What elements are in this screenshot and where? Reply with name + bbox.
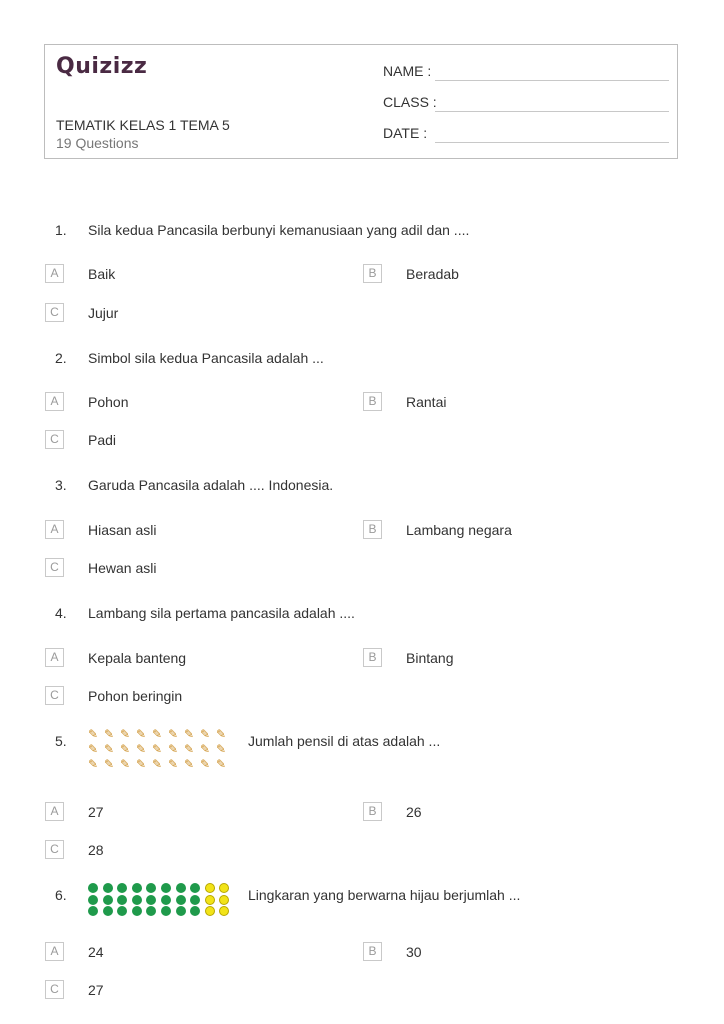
question-text: Garuda Pancasila adalah .... Indonesia. [88,477,334,493]
option-letter-a[interactable]: A [45,942,64,961]
green-circle [117,883,127,893]
option-text[interactable]: Pohon beringin [88,688,183,704]
pencil-icon: ✎ [168,757,179,771]
pencil-icon: ✎ [136,727,147,741]
pencil-icon: ✎ [152,757,163,771]
worksheet-title: TEMATIK KELAS 1 TEMA 5 [56,117,230,133]
option-letter-a[interactable]: A [45,264,64,283]
pencil-icon: ✎ [152,727,163,741]
class-field[interactable] [383,94,669,114]
green-circle [146,883,156,893]
option-text[interactable]: Hiasan asli [88,522,157,538]
option-text[interactable]: Pohon [88,394,129,410]
green-circle [190,895,200,905]
date-label: DATE : [383,125,428,141]
green-circle [132,895,142,905]
green-circle [88,883,98,893]
option-letter-a[interactable]: A [45,392,64,411]
option-text[interactable]: Hewan asli [88,560,157,576]
question-text: Simbol sila kedua Pancasila adalah ... [88,350,324,366]
option-letter-b[interactable]: B [363,392,382,411]
option-letter-b[interactable]: B [363,520,382,539]
green-circle [103,883,113,893]
green-circle [132,883,142,893]
option-letter-c[interactable]: C [45,558,64,577]
green-circle [190,906,200,916]
option-letter-a[interactable]: A [45,648,64,667]
yellow-circle [205,895,215,905]
option-letter-c[interactable]: C [45,303,64,322]
pencil-icon: ✎ [120,742,131,756]
option-text[interactable]: Jujur [88,305,119,321]
pencil-icon: ✎ [184,727,195,741]
pencil-icon: ✎ [200,742,211,756]
option-text[interactable]: Bintang [406,650,454,666]
pencil-icon: ✎ [168,742,179,756]
date-line[interactable] [435,142,669,143]
question-number: 1. [55,222,67,238]
option-text[interactable]: Rantai [406,394,447,410]
pencils-figure [88,728,238,778]
name-field[interactable] [383,63,669,83]
option-text[interactable]: 24 [88,944,104,960]
question-number: 6. [55,887,67,903]
yellow-circle [219,883,229,893]
name-line[interactable] [435,80,669,81]
quizizz-logo: Quizizz [56,54,148,79]
pencil-icon: ✎ [216,727,227,741]
pencil-icon: ✎ [136,742,147,756]
question-text: Sila kedua Pancasila berbunyi kemanusiaan yang adil dan .... [88,222,470,238]
pencil-icon: ✎ [136,757,147,771]
question-text: Lingkaran yang berwarna hijau berjumlah ... [248,887,521,903]
green-circle [161,883,171,893]
green-circle [146,895,156,905]
option-text[interactable]: 27 [88,982,104,998]
green-circle [117,906,127,916]
class-label: CLASS : [383,94,437,110]
green-circle [176,895,186,905]
pencil-icon: ✎ [152,742,163,756]
option-letter-b[interactable]: B [363,802,382,821]
name-label: NAME : [383,63,432,79]
pencil-icon: ✎ [216,757,227,771]
option-letter-c[interactable]: C [45,430,64,449]
green-circle [132,906,142,916]
pencil-icon: ✎ [168,727,179,741]
option-text[interactable]: Padi [88,432,117,448]
green-circle [146,906,156,916]
green-circle [161,895,171,905]
option-text[interactable]: Beradab [406,266,459,282]
pencil-icon: ✎ [200,757,211,771]
question-number: 2. [55,350,67,366]
question-number: 4. [55,605,67,621]
green-circle [117,895,127,905]
worksheet-header [44,44,678,159]
pencil-icon: ✎ [200,727,211,741]
option-letter-b[interactable]: B [363,648,382,667]
yellow-circle [219,906,229,916]
option-text[interactable]: Baik [88,266,116,282]
pencil-icon: ✎ [184,757,195,771]
pencil-icon: ✎ [104,742,115,756]
green-circle [161,906,171,916]
question-number: 5. [55,733,67,749]
question-number: 3. [55,477,67,493]
pencil-icon: ✎ [216,742,227,756]
option-letter-c[interactable]: C [45,980,64,999]
green-circle [190,883,200,893]
option-letter-b[interactable]: B [363,942,382,961]
option-letter-b[interactable]: B [363,264,382,283]
option-letter-c[interactable]: C [45,686,64,705]
option-text[interactable]: 27 [88,804,104,820]
class-line[interactable] [435,111,669,112]
option-letter-c[interactable]: C [45,840,64,859]
option-text[interactable]: 28 [88,842,104,858]
pencil-icon: ✎ [88,742,99,756]
pencil-icon: ✎ [120,727,131,741]
green-circle [103,895,113,905]
option-text[interactable]: Kepala banteng [88,650,187,666]
question-text: Lambang sila pertama pancasila adalah .... [88,605,355,621]
circles-figure [88,883,238,919]
option-text[interactable]: 30 [406,944,422,960]
pencil-icon: ✎ [184,742,195,756]
date-field[interactable] [383,125,669,145]
option-letter-a[interactable]: A [45,520,64,539]
pencil-icon: ✎ [120,757,131,771]
green-circle [88,906,98,916]
green-circle [88,895,98,905]
yellow-circle [205,883,215,893]
yellow-circle [205,906,215,916]
green-circle [176,883,186,893]
option-text[interactable]: 26 [406,804,422,820]
question-count: 19 Questions [56,135,139,151]
option-letter-a[interactable]: A [45,802,64,821]
green-circle [176,906,186,916]
pencil-icon: ✎ [104,727,115,741]
pencil-icon: ✎ [88,727,99,741]
option-text[interactable]: Lambang negara [406,522,512,538]
yellow-circle [219,895,229,905]
green-circle [103,906,113,916]
pencil-icon: ✎ [88,757,99,771]
pencil-icon: ✎ [104,757,115,771]
question-text: Jumlah pensil di atas adalah ... [248,733,441,749]
